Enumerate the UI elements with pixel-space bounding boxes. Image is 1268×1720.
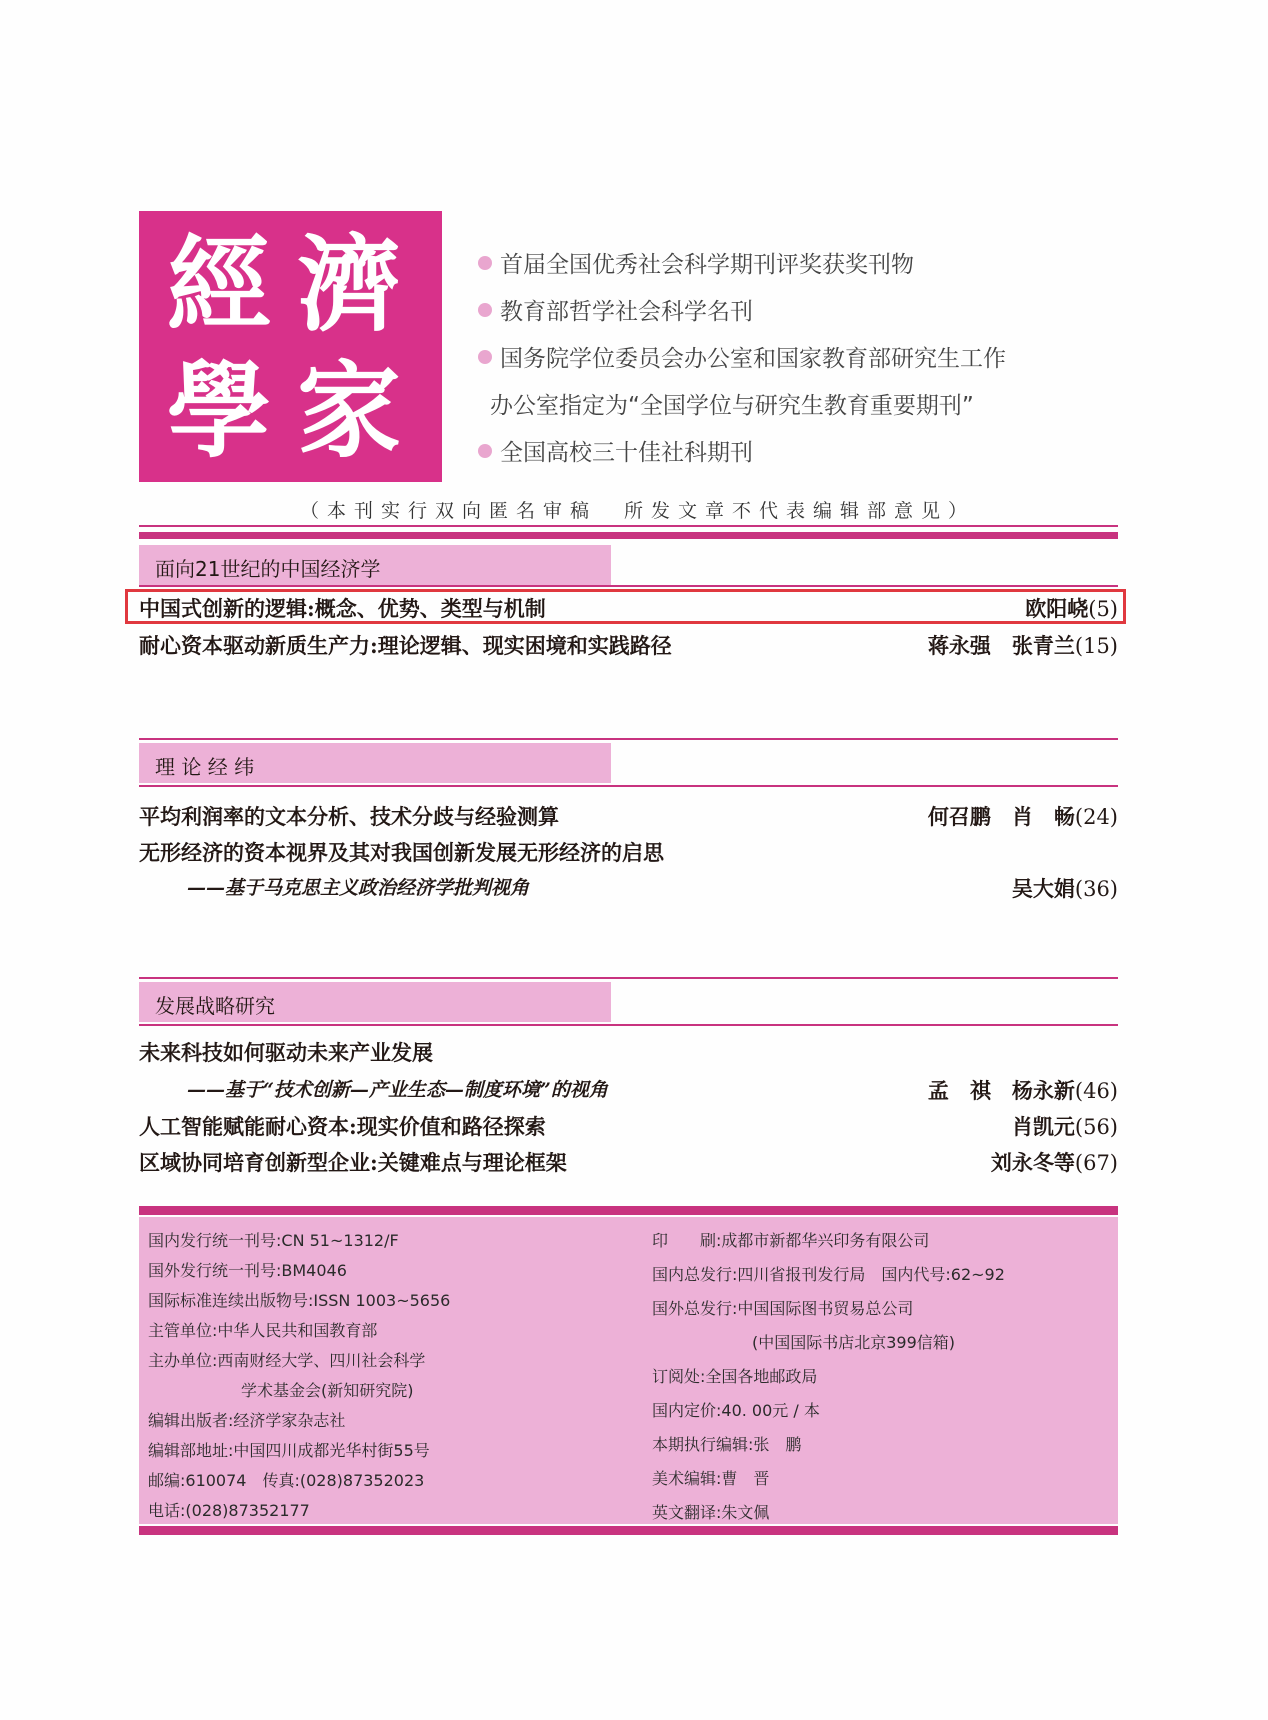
article-author: 吴大娟(36)	[1011, 876, 1118, 901]
article-subtitle: ——基于“技术创新—产业生态—制度环境”的视角	[187, 1079, 608, 1101]
bullet-dot-icon	[478, 303, 492, 317]
section-heading: 面向21世纪的中国经济学	[139, 545, 611, 585]
toc-entry[interactable]	[139, 1033, 1118, 1067]
page-number: (67)	[1074, 1151, 1118, 1175]
article-author: 刘永冬等(67)	[990, 1150, 1118, 1175]
divider	[139, 977, 1118, 979]
info-line: 学术基金会(新知研究院)	[241, 1381, 414, 1400]
info-line: 国内总发行:四川省报刊发行局 国内代号:62~92	[652, 1265, 1005, 1284]
info-line: 邮编:610074 传真:(028)87352023	[148, 1471, 425, 1490]
article-title: 耐心资本驱动新质生产力:理论逻辑、现实困境和实践路径	[139, 633, 672, 658]
page-number: (15)	[1074, 634, 1118, 658]
info-line: 电话:(028)87352177	[148, 1501, 310, 1520]
divider	[139, 785, 1118, 787]
page-number: (36)	[1074, 877, 1118, 901]
honor-item: 教育部哲学社会科学名刊	[478, 293, 753, 326]
article-author: 孟 祺 杨永新(46)	[927, 1078, 1118, 1103]
divider	[139, 1206, 1118, 1215]
bullet-dot-icon	[478, 350, 492, 364]
info-line: 订阅处:全国各地邮政局	[652, 1367, 818, 1386]
info-line: 印 刷:成都市新都华兴印务有限公司	[652, 1231, 930, 1250]
divider	[139, 532, 1118, 539]
toc-entry-subtitle[interactable]	[139, 1071, 1118, 1105]
article-title: 无形经济的资本视界及其对我国创新发展无形经济的启思	[139, 840, 664, 865]
toc-entry[interactable]	[139, 833, 1118, 867]
divider	[139, 1526, 1118, 1535]
toc-entry[interactable]	[139, 797, 1118, 831]
info-line: 国际标准连续出版物号:ISSN 1003~5656	[148, 1291, 451, 1310]
page-number: (56)	[1074, 1115, 1118, 1139]
page-number: (5)	[1088, 597, 1118, 621]
info-line: 本期执行编辑:张 鹏	[652, 1435, 802, 1454]
logo-char: 學	[167, 349, 272, 472]
honor-item: 首届全国优秀社会科学期刊评奖获奖刊物	[478, 246, 914, 279]
honor-item: 全国高校三十佳社科期刊	[478, 434, 753, 467]
journal-logo	[139, 211, 442, 482]
divider	[139, 525, 1118, 527]
logo-char: 濟	[297, 223, 402, 346]
toc-entry[interactable]	[139, 1143, 1118, 1177]
publication-info	[139, 1217, 1118, 1524]
logo-char: 家	[297, 349, 402, 472]
divider	[139, 738, 1118, 740]
article-author: 欧阳峣(5)	[1025, 596, 1118, 621]
toc-entry-subtitle[interactable]	[139, 869, 1118, 903]
article-author: 何召鹏 肖 畅(24)	[927, 804, 1118, 829]
divider	[139, 1024, 1118, 1026]
article-author: 蒋永强 张青兰(15)	[927, 633, 1118, 658]
info-line: 国内发行统一刊号:CN 51~1312/F	[148, 1231, 399, 1250]
toc-entry[interactable]	[139, 1107, 1118, 1141]
info-line: 美术编辑:曹 晋	[652, 1469, 770, 1488]
toc-entry[interactable]	[139, 589, 1118, 623]
info-line: (中国国际书店北京399信箱)	[752, 1333, 956, 1352]
info-line: 编辑出版者:经济学家杂志社	[148, 1411, 346, 1430]
article-title: 未来科技如何驱动未来产业发展	[139, 1040, 433, 1065]
divider	[139, 585, 1118, 587]
article-author: 肖凯元(56)	[1011, 1114, 1118, 1139]
info-line: 国外发行统一刊号:BM4046	[148, 1261, 347, 1280]
article-title: 平均利润率的文本分析、技术分歧与经验测算	[139, 804, 559, 829]
section-heading: 发展战略研究	[139, 982, 611, 1022]
article-title: 人工智能赋能耐心资本:现实价值和路径探索	[139, 1114, 546, 1139]
page-number: (24)	[1074, 805, 1118, 829]
info-line: 国内定价:40. 00元 / 本	[652, 1401, 820, 1420]
toc-entry[interactable]	[139, 626, 1118, 660]
section-heading: 理 论 经 纬	[139, 743, 611, 783]
info-line: 编辑部地址:中国四川成都光华村街55号	[148, 1441, 430, 1460]
page-number: (46)	[1074, 1079, 1118, 1103]
logo-char: 經	[167, 223, 272, 346]
article-subtitle: ——基于马克思主义政治经济学批判视角	[187, 877, 530, 899]
info-line: 英文翻译:朱文佩	[652, 1503, 770, 1522]
bullet-dot-icon	[478, 444, 492, 458]
honor-item: 国务院学位委员会办公室和国家教育部研究生工作	[478, 340, 1006, 373]
article-title: 中国式创新的逻辑:概念、优势、类型与机制	[139, 596, 546, 621]
bullet-dot-icon	[478, 256, 492, 270]
info-line: 国外总发行:中国国际图书贸易总公司	[652, 1299, 914, 1318]
info-line: 主办单位:西南财经大学、四川社会科学	[148, 1351, 426, 1370]
article-title: 区域协同培育创新型企业:关键难点与理论框架	[139, 1150, 567, 1175]
review-note: （本刊实行双向匿名审稿 所发文章不代表编辑部意见）	[300, 500, 976, 522]
info-line: 主管单位:中华人民共和国教育部	[148, 1321, 378, 1340]
honor-item-continued: 办公室指定为“全国学位与研究生教育重要期刊”	[490, 393, 974, 419]
